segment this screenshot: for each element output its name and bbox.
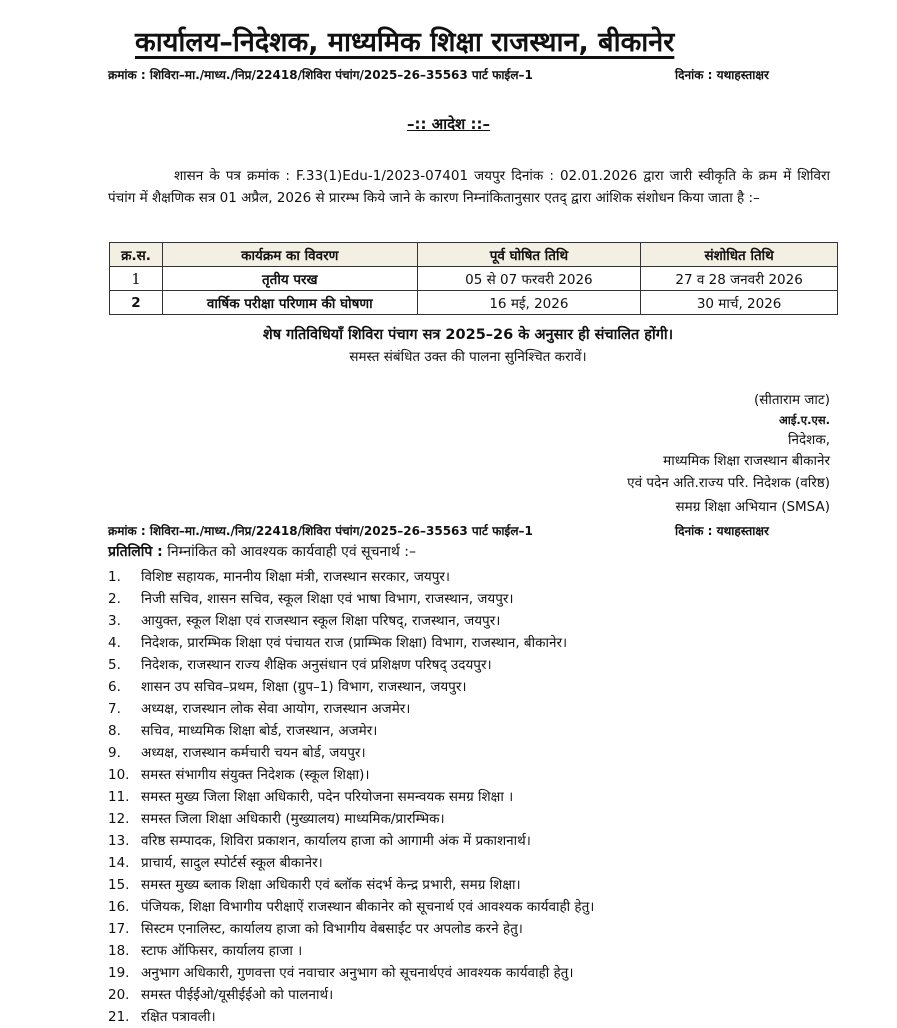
list-item-text: निदेशक, प्रारम्भिक शिक्षा एवं पंचायत राज (प्राम्भिक शिक्षा) विभाग, राजस्थान, बीकानेर। [141,635,568,651]
list-item-text: स्टाफ ऑफिसर, कार्यालय हाजा । [141,943,303,959]
list-item-number: 8. [108,723,121,739]
list-item-number: 19. [108,965,130,981]
list-item-text: निदेशक, राजस्थान राज्य शैक्षिक अनुसंधान एवं प्रशिक्षण परिषद् उदयपुर। [141,657,492,673]
signatory-office: माध्यमिक शिक्षा राजस्थान बीकानेर [663,453,830,469]
list-item [108,676,594,698]
signatory-smsa: समग्र शिक्षा अभियान (SMSA) [675,499,830,515]
list-item [108,588,594,610]
list-item-number: 10. [108,767,130,783]
header-serial: क्र.स. [110,243,163,267]
list-item-text: सिस्टम एनालिस्ट, कार्यालय हाजा को विभागीय वेबसाईट पर अपलोड करने हेतु। [141,921,523,937]
list-item [108,698,594,720]
list-item [108,830,594,852]
list-item-text: अध्यक्ष, राजस्थान कर्मचारी चयन बोर्ड, जयपुर। [141,745,366,761]
list-item-number: 14. [108,855,130,871]
list-item-text: वरिष्ठ सम्पादक, शिविरा प्रकाशन, कार्यालय हाजा को आगामी अंक में प्रकाशनार्थ। [141,833,531,849]
list-item-number: 5. [108,657,121,673]
list-item-number: 9. [108,745,121,761]
list-item-text: सचिव, माध्यमिक शिक्षा बोर्ड, राजस्थान, अजमेर। [141,723,378,739]
list-item-text: अध्यक्ष, राजस्थान लोक सेवा आयोग, राजस्थान अजमेर। [141,701,411,717]
copy-heading [108,542,416,561]
body-paragraph: शासन के पत्र क्रमांक : F.33(1)Edu-1/2023-07401 जयपुर दिनांक : 02.01.2026 द्वारा जारी स्वीकृति के क्रम में शिविरा पंचांग में शैक्षणिक सत्र 01 अप्रैल, 2026 से प्रारम्भ किये जाने के कारण निम्नांकितानुसार एतद् द्वारा आंशिक संशोधन किया जाता है :– [108,168,830,206]
list-item [108,984,594,1006]
header-revised-date: संशोधित तिथि [641,243,838,267]
cell-revised-date: 27 व 28 जनवरी 2026 [641,267,838,291]
cell-program: तृतीय परख [162,267,417,291]
list-item [108,786,594,808]
order-heading-text: –:: आदेश ::– [407,115,490,133]
reference-date: दिनांक : यथाहस्ताक्षर [675,68,769,82]
list-item [108,852,594,874]
footer-reference-line [108,522,808,539]
list-item-number: 1. [108,569,121,585]
list-item [108,918,594,940]
compliance-note: समस्त संबंधित उक्त की पालना सुनिश्चित करावें। [349,349,587,365]
list-item-text: समस्त संभागीय संयुक्त निदेशक (स्कूल शिक्षा)। [141,767,370,783]
footer-reference-date: दिनांक : यथाहस्ताक्षर [675,524,769,538]
list-item-number: 12. [108,811,130,827]
header-previous-date: पूर्व घोषित तिथि [417,243,641,267]
cell-serial: 1 [110,267,163,291]
list-item-text: समस्त मुख्य ब्लाक शिक्षा अधिकारी एवं ब्लॉक संदर्भ केन्द्र प्रभारी, समग्र शिक्षा। [141,877,521,893]
header-program: कार्यक्रम का विवरण [162,243,417,267]
cell-revised-date: 30 मार्च, 2026 [641,291,838,315]
list-item-number: 11. [108,789,130,805]
list-item-number: 7. [108,701,121,717]
list-item-text: समस्त जिला शिक्षा अधिकारी (मुख्यालय) माध्यमिक/प्रारम्भिक। [141,811,445,827]
list-item [108,654,594,676]
cell-program: वार्षिक परीक्षा परिणाम की घोषणा [162,291,417,315]
list-item-text: समस्त मुख्य जिला शिक्षा अधिकारी, पदेन परियोजना समन्वयक समग्र शिक्षा । [141,789,514,805]
list-item-number: 17. [108,921,130,937]
list-item-number: 2. [108,591,121,607]
list-item [108,610,594,632]
copy-text: निम्नांकित को आवश्यक कार्यवाही एवं सूचनार्थ :– [162,544,416,560]
cell-previous-date: 05 से 07 फरवरी 2026 [417,267,641,291]
list-item-number: 20. [108,987,130,1003]
list-item-number: 16. [108,899,130,915]
cell-serial: 2 [110,291,163,315]
reference-number: क्रमांक : शिविरा–मा./माध्य./निप्र/22418/शिविरा पंचांग/2025–26–35563 पार्ट फाईल–1 [108,68,533,82]
list-item-text: शासन उप सचिव–प्रथम, शिक्षा (ग्रुप–1) विभाग, राजस्थान, जयपुर। [141,679,467,695]
list-item [108,940,594,962]
list-item [108,808,594,830]
cell-previous-date: 16 मई, 2026 [417,291,641,315]
copy-label: प्रतिलिपि : [108,544,163,560]
list-item-number: 18. [108,943,130,959]
table-row [110,267,838,291]
amendment-table [109,242,838,315]
list-item [108,962,594,984]
list-item [108,632,594,654]
signatory-designation: निदेशक, [788,432,830,448]
signatory-additional-role: एवं पदेन अति.राज्य परि. निदेशक (वरिष्ठ) [627,475,830,491]
signatory-name: (सीताराम जाट) [753,392,830,408]
list-item-number: 15. [108,877,130,893]
list-item-text: समस्त पीईईओ/यूसीईईओ को पालनार्थ। [141,987,334,1003]
list-item [108,720,594,742]
list-item-text: प्राचार्य, सादुल स्पोर्टर्स स्कूल बीकानेर। [141,855,323,871]
list-item [108,742,594,764]
remaining-activities-note: शेष गतिविधियाँ शिविरा पंचाग सत्र 2025–26 के अनुसार ही संचालित होंगी। [262,327,674,343]
table-row [110,291,838,315]
list-item-number: 13. [108,833,130,849]
office-title: कार्यालय–निदेशक, माध्यमिक शिक्षा राजस्थान, बीकानेर [135,27,675,58]
list-item [108,764,594,786]
list-item [108,566,594,588]
list-item-number: 21. [108,1009,130,1025]
copy-recipient-list [108,566,594,1028]
list-item-number: 6. [108,679,121,695]
list-item-number: 3. [108,613,121,629]
list-item [108,896,594,918]
list-item-text: आयुक्त, स्कूल शिक्षा एवं राजस्थान स्कूल शिक्षा परिषद्, राजस्थान, जयपुर। [141,613,501,629]
order-heading [0,114,897,134]
signatory-service: आई.ए.एस. [779,413,830,427]
list-item-number: 4. [108,635,121,651]
list-item-text: विशिष्ट सहायक, माननीय शिक्षा मंत्री, राजस्थान सरकार, जयपुर। [141,569,451,585]
list-item-text: रक्षित पत्रावली। [141,1009,216,1025]
list-item [108,874,594,896]
list-item-text: पंजियक, शिक्षा विभागीय परीक्षाऐं राजस्थान बीकानेर को सूचनार्थ एवं आवश्यक कार्यवाही हेतु। [141,899,595,915]
footer-reference-number: क्रमांक : शिविरा–मा./माध्य./निप्र/22418/शिविरा पंचांग/2025–26–35563 पार्ट फाईल–1 [108,524,533,538]
table-header-row [110,243,838,267]
reference-line [108,66,808,83]
list-item-text: निजी सचिव, शासन सचिव, स्कूल शिक्षा एवं भाषा विभाग, राजस्थान, जयपुर। [141,591,514,607]
list-item [108,1006,594,1028]
list-item-text: अनुभाग अधिकारी, गुणवत्ता एवं नवाचार अनुभाग को सूचनार्थएवं आवश्यक कार्यवाही हेतु। [141,965,574,981]
